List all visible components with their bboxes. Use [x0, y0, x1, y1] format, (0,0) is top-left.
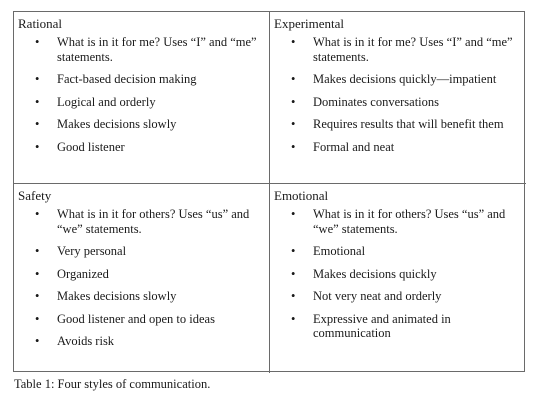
list-item: [18, 334, 261, 349]
list-item: [18, 289, 261, 304]
item-list: [18, 35, 261, 154]
list-item-text: Not very neat and orderly: [313, 289, 442, 303]
bullet-icon: •: [291, 117, 296, 131]
list-item: [274, 244, 518, 259]
item-list: [274, 207, 518, 341]
bullet-icon: •: [35, 35, 40, 49]
list-item: [274, 140, 518, 155]
list-item-text: Good listener and open to ideas: [57, 311, 215, 326]
bullet-icon: •: [291, 207, 296, 221]
list-item: [274, 95, 518, 110]
bullet-icon: •: [291, 94, 296, 109]
list-item-text: What is in it for me? Uses “I” and “me” statements.: [57, 35, 257, 64]
cell-title: Rational: [18, 16, 63, 31]
list-item: [274, 117, 518, 132]
list-item: [274, 207, 518, 236]
list-item-text: Fact-based decision making: [57, 72, 197, 86]
list-item-text: Emotional: [313, 244, 366, 258]
list-item: [274, 289, 518, 304]
cell-emotional: [270, 184, 526, 373]
cell-experimental: [270, 12, 526, 184]
list-item: [18, 244, 261, 259]
list-item: [18, 140, 261, 155]
cell-title: Emotional: [274, 188, 329, 203]
list-item: [18, 95, 261, 110]
bullet-icon: •: [291, 244, 296, 258]
list-item: [274, 312, 518, 341]
list-item-text: What is in it for me? Uses “I” and “me” statements.: [313, 35, 513, 64]
bullet-icon: •: [35, 117, 40, 131]
list-item-text: Expressive and animated in communication: [313, 311, 451, 340]
item-list: [274, 35, 518, 154]
bullet-icon: •: [291, 139, 296, 154]
list-item-text: What is in it for others? Uses “us” and “we” statements.: [313, 207, 506, 236]
bullet-icon: •: [35, 289, 40, 303]
item-list: [18, 207, 261, 349]
list-item: [18, 267, 261, 282]
list-item: [274, 72, 518, 87]
list-item: [18, 207, 261, 236]
list-item-text: Very personal: [57, 244, 127, 258]
list-item: [18, 35, 261, 64]
bullet-icon: •: [35, 244, 40, 258]
list-item-text: Formal and neat: [313, 139, 395, 154]
bullet-icon: •: [35, 139, 40, 154]
bullet-icon: •: [35, 311, 40, 326]
bullet-icon: •: [35, 334, 40, 348]
bullet-icon: •: [291, 72, 296, 86]
list-item-text: What is in it for others? Uses “us” and “we” statements.: [57, 207, 250, 236]
list-item: [18, 72, 261, 87]
list-item-text: Dominates conversations: [313, 94, 440, 109]
list-item: [274, 267, 518, 282]
cell-rational: [14, 12, 270, 184]
cell-safety: [14, 184, 270, 373]
list-item: [18, 117, 261, 132]
cell-title: Safety: [18, 188, 52, 203]
table-caption: Table 1: Four styles of communication.: [14, 377, 211, 391]
list-item-text: Good listener: [57, 139, 125, 154]
bullet-icon: •: [291, 35, 296, 49]
cell-title: Experimental: [274, 16, 345, 31]
list-item-text: Makes decisions slowly: [57, 117, 177, 131]
list-item-text: Organized: [57, 266, 109, 281]
list-item-text: Makes decisions quickly—impatient: [313, 72, 497, 86]
list-item: [274, 35, 518, 64]
bullet-icon: •: [35, 207, 40, 221]
list-item-text: Makes decisions slowly: [57, 289, 177, 303]
bullet-icon: •: [291, 311, 296, 326]
bullet-icon: •: [35, 94, 40, 109]
list-item-text: Requires results that will benefit them: [313, 117, 504, 131]
communication-styles-table: [13, 11, 525, 372]
bullet-icon: •: [291, 266, 296, 281]
list-item: [18, 312, 261, 327]
bullet-icon: •: [35, 266, 40, 281]
list-item-text: Makes decisions quickly: [313, 266, 437, 281]
bullet-icon: •: [291, 289, 296, 303]
bullet-icon: •: [35, 72, 40, 86]
list-item-text: Avoids risk: [57, 334, 115, 348]
list-item-text: Logical and orderly: [57, 94, 156, 109]
